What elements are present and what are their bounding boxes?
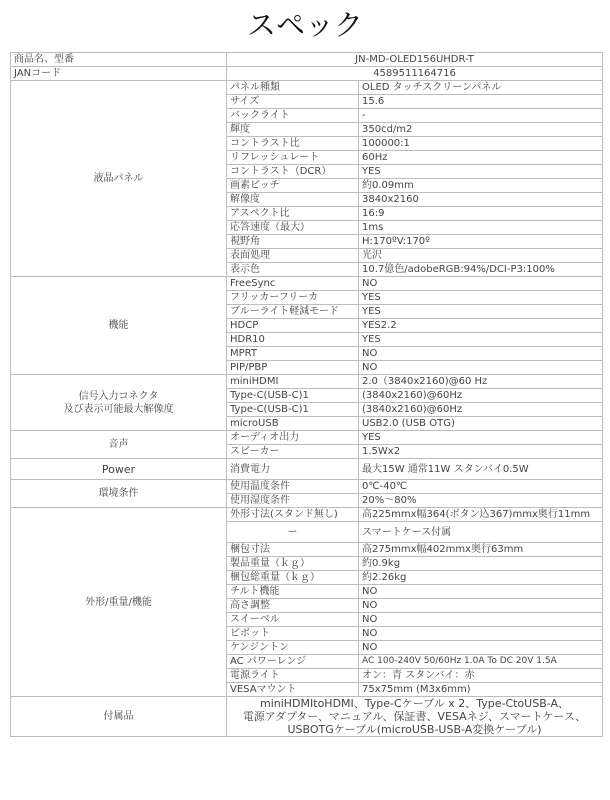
spec-label: 視野角 (227, 235, 359, 249)
spec-value: 1ms (359, 221, 603, 235)
spec-value: AC 100-240V 50/60Hz 1.0A To DC 20V 1.5A (359, 655, 603, 669)
spec-label: ブルーライト軽減モード (227, 305, 359, 319)
spec-label: 輝度 (227, 123, 359, 137)
spec-label: Type-C(USB-C)1 (227, 403, 359, 417)
spec-value: 10.7億色/adobeRGB:94%/DCI-P3:100% (359, 263, 603, 277)
spec-label: AC パワーレンジ (227, 655, 359, 669)
category-cell: 外形/重量/機能 (11, 508, 227, 697)
accessories-line: USBOTGケーブル(microUSB-USB-A変換ケーブル) (287, 723, 542, 736)
category-cell: 機能 (11, 277, 227, 375)
spec-value: YES2.2 (359, 319, 603, 333)
category-cell: 音声 (11, 431, 227, 459)
table-row (11, 81, 603, 95)
row-value: JN-MD-OLED156UHDR-T (227, 53, 603, 67)
spec-label: Type-C(USB-C)1 (227, 389, 359, 403)
spec-label: PIP/PBP (227, 361, 359, 375)
spec-label: コントラスト比 (227, 137, 359, 151)
category-line: 信号入力コネクタ (78, 390, 159, 402)
spec-value: 1.5Wx2 (359, 445, 603, 459)
spec-value: NO (359, 585, 603, 599)
category-cell: 付属品 (11, 697, 227, 737)
spec-value: NO (359, 277, 603, 291)
spec-label: HDR10 (227, 333, 359, 347)
spec-value: 75x75mm (M3x6mm) (359, 683, 603, 697)
spec-value: 15.6 (359, 95, 603, 109)
spec-label: スイーベル (227, 613, 359, 627)
spec-value: スマートケース付属 (359, 522, 603, 543)
spec-value: 約0.9kg (359, 557, 603, 571)
spec-label: 梱包総重量（ｋｇ） (227, 571, 359, 585)
spec-value: H:170ºV:170º (359, 235, 603, 249)
spec-value: 16:9 (359, 207, 603, 221)
category-cell: 環境条件 (11, 480, 227, 508)
spec-value: NO (359, 599, 603, 613)
spec-value: 高275mmx幅402mmx奥行63mm (359, 543, 603, 557)
category-cell: 液晶パネル (11, 81, 227, 277)
spec-label: 使用湿度条件 (227, 494, 359, 508)
spec-value: YES (359, 291, 603, 305)
spec-label: 外形寸法(スタンド無し) (227, 508, 359, 522)
spec-label: アスペクト比 (227, 207, 359, 221)
table-row (11, 431, 603, 445)
spec-label: ピボット (227, 627, 359, 641)
spec-value: (3840x2160)@60Hz (359, 403, 603, 417)
spec-value: YES (359, 165, 603, 179)
spec-value: 光沢 (359, 249, 603, 263)
spec-label: VESAマウント (227, 683, 359, 697)
table-row (11, 375, 603, 389)
spec-table (10, 52, 603, 737)
accessories-cell (227, 697, 603, 737)
table-row (11, 459, 603, 480)
spec-value: 0℃-40℃ (359, 480, 603, 494)
spec-value: NO (359, 627, 603, 641)
spec-label: 使用温度条件 (227, 480, 359, 494)
spec-label: 消費電力 (227, 459, 359, 480)
table-row (11, 480, 603, 494)
spec-label: 梱包寸法 (227, 543, 359, 557)
spec-label: チルト機能 (227, 585, 359, 599)
spec-value: 約2.26kg (359, 571, 603, 585)
spec-value: 350cd/m2 (359, 123, 603, 137)
row-value: 4589511164716 (227, 67, 603, 81)
spec-value: 約0.09mm (359, 179, 603, 193)
spec-label: サイズ (227, 95, 359, 109)
spec-value: YES (359, 333, 603, 347)
spec-value: 3840x2160 (359, 193, 603, 207)
spec-label: コントラスト（DCR） (227, 165, 359, 179)
row-label: JANコード (11, 67, 227, 81)
row-label: 商品名、型番 (11, 53, 227, 67)
accessories-line: miniHDMItoHDMI、Type-Cケーブル x 2、Type-CtoUSB-A、 (259, 697, 569, 710)
spec-value: 100000:1 (359, 137, 603, 151)
spec-value: 2.0（3840x2160)@60 Hz (359, 375, 603, 389)
spec-label: microUSB (227, 417, 359, 431)
page-title: スペック (246, 8, 363, 42)
spec-value: - (359, 109, 603, 123)
spec-label: 応答速度（最大） (227, 221, 359, 235)
spec-value: NO (359, 347, 603, 361)
spec-value: YES (359, 305, 603, 319)
spec-label: 解像度 (227, 193, 359, 207)
spec-label: ケンジントン (227, 641, 359, 655)
accessories-line: 電源アダプター、マニュアル、保証書、VESAネジ、スマートケース、 (242, 710, 587, 723)
spec-label: パネル種類 (227, 81, 359, 95)
spec-label: ー (227, 522, 359, 543)
spec-value: NO (359, 361, 603, 375)
spec-label: フリッカーフリーカ (227, 291, 359, 305)
spec-label: スピーカー (227, 445, 359, 459)
table-row (11, 508, 603, 522)
spec-label: 表示色 (227, 263, 359, 277)
table-row (11, 67, 603, 81)
spec-label: 表面処理 (227, 249, 359, 263)
table-row (11, 277, 603, 291)
table-row (11, 697, 603, 737)
spec-value: NO (359, 641, 603, 655)
category-line: 及び表示可能最大解像度 (63, 403, 174, 415)
spec-value: 最大15W 通常11W スタンバイ0.5W (359, 459, 603, 480)
spec-value: NO (359, 613, 603, 627)
spec-value: 20%～80% (359, 494, 603, 508)
spec-label: 製品重量（ｋｇ） (227, 557, 359, 571)
spec-label: miniHDMI (227, 375, 359, 389)
category-cell: Power (11, 459, 227, 480)
spec-label: オーディオ出力 (227, 431, 359, 445)
spec-value: OLED タッチスクリーンパネル (359, 81, 603, 95)
spec-label: 高さ調整 (227, 599, 359, 613)
spec-value: 60Hz (359, 151, 603, 165)
spec-value: オン：青 スタンバイ：赤 (359, 669, 603, 683)
spec-value: 高225mmx幅364(ボタン込367)mmx奥行11mm (359, 508, 603, 522)
spec-value: USB2.0 (USB OTG) (359, 417, 603, 431)
spec-label: 画素ピッチ (227, 179, 359, 193)
table-row (11, 53, 603, 67)
spec-value: YES (359, 431, 603, 445)
spec-label: リフレッシュレート (227, 151, 359, 165)
spec-label: HDCP (227, 319, 359, 333)
spec-value: (3840x2160)@60Hz (359, 389, 603, 403)
spec-label: FreeSync (227, 277, 359, 291)
category-cell (11, 375, 227, 431)
spec-label: 電源ライト (227, 669, 359, 683)
spec-label: MPRT (227, 347, 359, 361)
spec-label: バックライト (227, 109, 359, 123)
